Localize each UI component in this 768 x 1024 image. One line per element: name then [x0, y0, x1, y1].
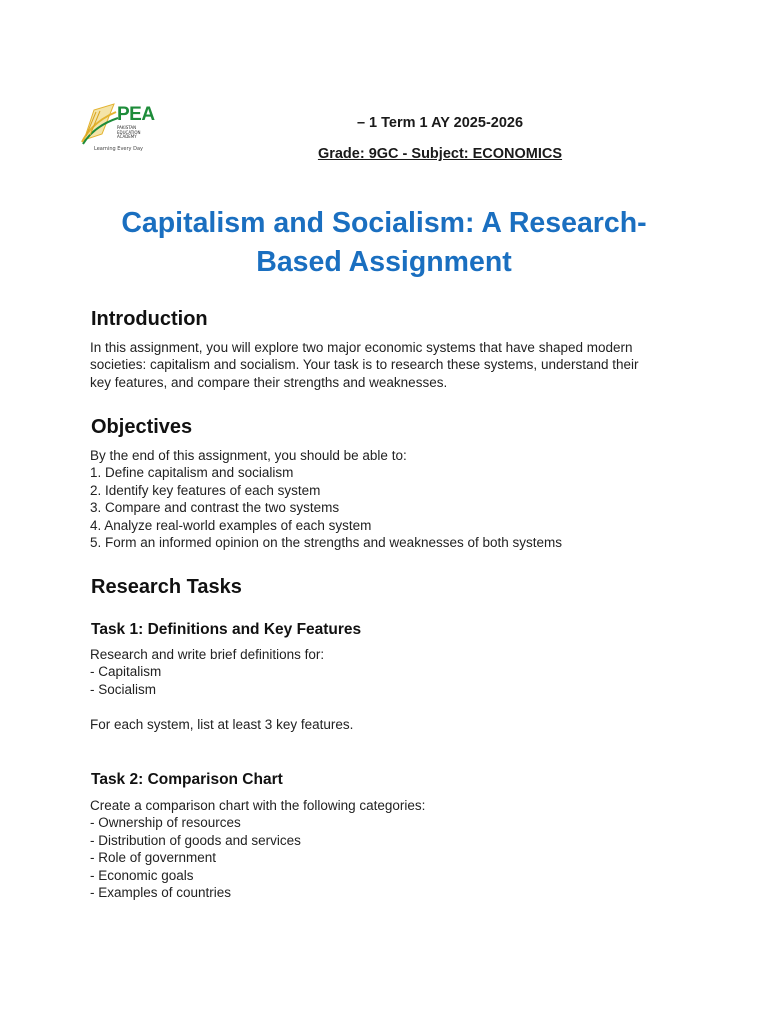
- logo-name: PEA: [117, 104, 155, 125]
- objectives-intro: By the end of this assignment, you should be able to:: [90, 448, 407, 463]
- objective-item: 5. Form an informed opinion on the strengths and weaknesses of both systems: [90, 535, 563, 551]
- task1-note: For each system, list at least 3 key features.: [90, 716, 354, 732]
- task2-item: - Economic goals: [90, 867, 194, 883]
- task2-item: - Ownership of resources: [90, 815, 241, 831]
- book-swoosh-icon: [80, 100, 120, 146]
- blank-line: [90, 698, 650, 715]
- task1-body: [90, 646, 650, 733]
- task1-item: - Capitalism: [90, 664, 162, 680]
- task1-heading: Task 1: Definitions and Key Features: [91, 621, 362, 638]
- task2-item: - Examples of countries: [90, 885, 232, 901]
- task1-item: - Socialism: [90, 681, 157, 697]
- logo-subtitle: PAKISTAN EDUCATION ACADEMY: [117, 125, 141, 140]
- objectives-heading: Objectives: [91, 416, 193, 438]
- logo-tagline: Learning Every Day: [94, 146, 143, 152]
- task2-body: [90, 797, 650, 901]
- grade-subject-line: Grade: 9GC - Subject: ECONOMICS: [317, 146, 563, 162]
- task2-item: - Distribution of goods and services: [90, 832, 301, 848]
- task2-intro: Create a comparison chart with the following categories:: [90, 798, 426, 813]
- objective-item: 4. Analyze real-world examples of each system: [90, 517, 372, 533]
- introduction-heading: Introduction: [91, 308, 208, 330]
- research-tasks-heading: Research Tasks: [91, 576, 242, 598]
- objective-item: 1. Define capitalism and socialism: [90, 465, 294, 481]
- objective-item: 3. Compare and contrast the two systems: [90, 500, 340, 516]
- task2-heading: Task 2: Comparison Chart: [91, 771, 283, 788]
- task2-item: - Role of government: [90, 850, 217, 866]
- task1-intro: Research and write brief definitions for:: [90, 647, 325, 662]
- objective-item: 2. Identify key features of each system: [90, 482, 321, 498]
- term-line: – 1 Term 1 AY 2025-2026: [356, 115, 524, 131]
- introduction-text: In this assignment, you will explore two major economic systems that have shaped modern societies: capitalism and socialism. Your task is to research these systems, understand their key features, and compare their strengths and weaknesses.: [90, 340, 639, 390]
- pea-logo: [80, 98, 172, 160]
- page-title: [80, 204, 688, 282]
- page-title-text: Capitalism and Socialism: A Research-Based Assignment: [121, 207, 647, 278]
- objectives-list: [90, 447, 650, 551]
